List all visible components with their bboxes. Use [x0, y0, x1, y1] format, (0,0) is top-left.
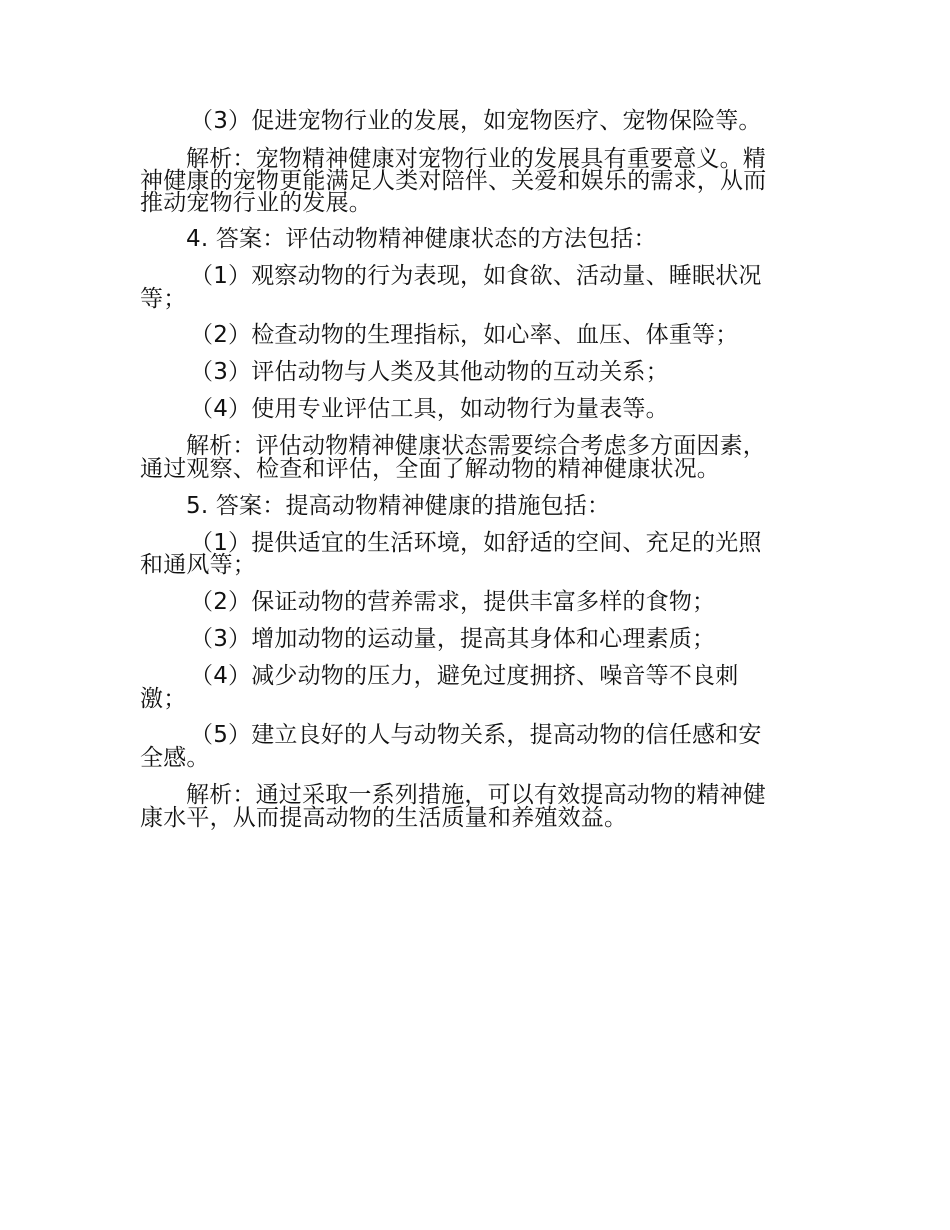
text-line: （3）评估动物与人类及其他动物的互动关系； — [190, 359, 669, 385]
text-line: （2）检查动物的生理指标，如心率、血压、体重等； — [190, 322, 739, 348]
text-line: 解析：宠物精神健康对宠物行业的发展具有重要意义。精 — [186, 146, 766, 172]
text-line: （1）观察动物的行为表现，如食欲、活动量、睡眠状况 — [190, 263, 762, 289]
text-line: （3）增加动物的运动量，提高其身体和心理素质； — [190, 626, 716, 652]
text-line: 康水平，从而提高动物的生活质量和养殖效益。 — [140, 805, 628, 831]
text-line: 5. 答案：提高动物精神健康的措施包括： — [186, 493, 611, 519]
text-line: 等； — [140, 286, 187, 312]
text-line: 解析：通过采取一系列措施，可以有效提高动物的精神健 — [186, 782, 766, 808]
text-line: 和通风等； — [140, 552, 256, 578]
text-line: （1）提供适宜的生活环境，如舒适的空间、充足的光照 — [190, 530, 762, 556]
text-line: 解析：评估动物精神健康状态需要综合考虑多方面因素， — [186, 433, 766, 459]
text-line: 全感。 — [140, 745, 210, 771]
text-line: 推动宠物行业的发展。 — [140, 190, 372, 216]
text-line: 通过观察、检查和评估，全面了解动物的精神健康状况。 — [140, 456, 720, 482]
text-line: （4）减少动物的压力，避免过度拥挤、噪音等不良刺 — [190, 663, 739, 689]
text-line: 4. 答案：评估动物精神健康状态的方法包括： — [186, 226, 657, 252]
text-line: （5）建立良好的人与动物关系，提高动物的信任感和安 — [190, 722, 762, 748]
text-line: 激； — [140, 686, 187, 712]
text-line: （4）使用专业评估工具，如动物行为量表等。 — [190, 396, 669, 422]
text-line: 神健康的宠物更能满足人类对陪伴、关爱和娱乐的需求，从而 — [140, 168, 767, 194]
text-line: （2）保证动物的营养需求，提供丰富多样的食物； — [190, 589, 716, 615]
text-line: （3）促进宠物行业的发展，如宠物医疗、宠物保险等。 — [190, 108, 762, 134]
